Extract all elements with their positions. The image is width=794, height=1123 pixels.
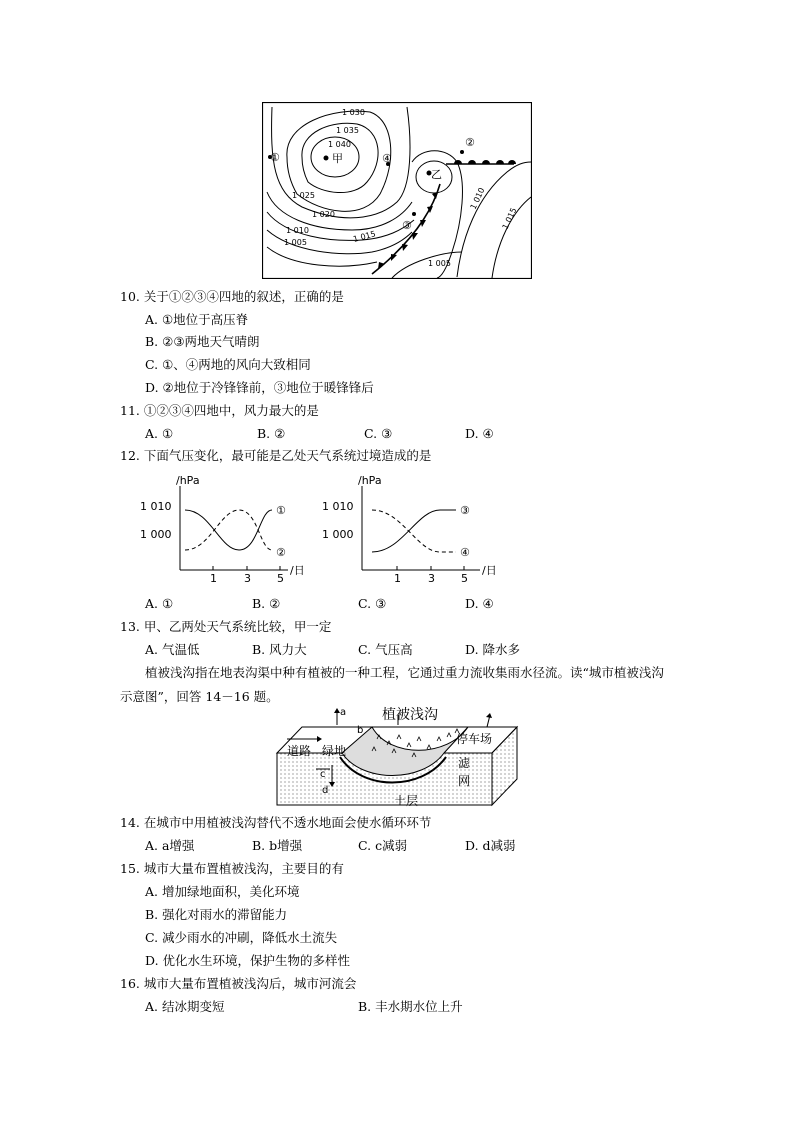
x-unit: /日	[290, 564, 305, 577]
series-label-4: ④	[460, 546, 470, 559]
q11-option-b[interactable]: B. ②	[257, 426, 286, 441]
x-tick: 1	[210, 572, 217, 585]
q16-option-b[interactable]: B. 丰水期水位上升	[358, 999, 463, 1014]
isobar-label: 1 035	[336, 126, 359, 135]
q10-stem: 10. 关于①②③④四地的叙述，正确的是	[120, 289, 344, 304]
isobar-label: 1 020	[312, 210, 335, 219]
q14-option-c[interactable]: C. c减弱	[358, 838, 408, 853]
x-tick: 1	[394, 572, 401, 585]
isobar-label: 1 010	[286, 226, 309, 235]
series-line-4	[372, 510, 456, 552]
y-unit: /hPa	[176, 474, 200, 487]
x-tick: 3	[244, 572, 251, 585]
arrow-label-c: c	[320, 769, 326, 780]
isobar-label: 1 005	[284, 238, 307, 247]
q11-option-d[interactable]: D. ④	[465, 426, 494, 441]
q16-option-a[interactable]: A. 结冰期变短	[145, 999, 225, 1014]
isobar-label: 1 010	[468, 186, 487, 211]
isobar-label: 1 025	[292, 191, 315, 200]
q16-stem: 16. 城市大量布置植被浅沟后，城市河流会	[120, 976, 357, 991]
q15-stem: 15. 城市大量布置植被浅沟，主要目的有	[120, 861, 344, 876]
high-center-label: 甲	[332, 152, 343, 165]
q14-option-b[interactable]: B. b增强	[252, 838, 303, 853]
pressure-chart-left	[140, 470, 310, 585]
label-road: 道路	[287, 744, 312, 758]
arrow-label-b: b	[357, 725, 364, 736]
label-filter-2: 网	[458, 774, 471, 788]
series-label-2: ②	[276, 546, 286, 559]
x-tick: 5	[461, 572, 468, 585]
q15-option-b[interactable]: B. 强化对雨水的滞留能力	[145, 907, 288, 922]
q10-option-c[interactable]: C. ①、④两地的风向大致相同	[145, 357, 311, 372]
q13-stem: 13. 甲、乙两处天气系统比较，甲一定	[120, 619, 332, 634]
series-label-3: ③	[460, 504, 470, 517]
q15-option-a[interactable]: A. 增加绿地面积，美化环境	[145, 884, 300, 899]
isobar-label: 1 030	[342, 108, 365, 117]
isobar-label: 1 040	[328, 140, 351, 149]
low-center-label: 乙	[431, 168, 442, 181]
q13-option-c[interactable]: C. 气压高	[358, 642, 413, 657]
label-parking: 停车场	[456, 732, 493, 746]
label-soil: 土层	[394, 794, 419, 808]
q15-option-d[interactable]: D. 优化水生环境，保护生物的多样性	[145, 953, 351, 968]
x-tick: 5	[277, 572, 284, 585]
label-greenbelt: 绿地	[322, 744, 347, 758]
q12-option-b[interactable]: B. ②	[252, 596, 281, 611]
point-2-label: ②	[465, 136, 475, 149]
series-line-3	[372, 510, 456, 552]
y-unit: /hPa	[358, 474, 382, 487]
q10-option-d[interactable]: D. ②地位于冷锋锋前，③地位于暖锋锋后	[145, 380, 374, 395]
q12-option-d[interactable]: D. ④	[465, 596, 494, 611]
q12-stem: 12. 下面气压变化，最可能是乙处天气系统过境造成的是	[120, 448, 432, 463]
q12-option-c[interactable]: C. ③	[358, 596, 387, 611]
swale-diagram	[272, 705, 522, 810]
point-1-label: ①	[270, 151, 280, 164]
x-tick: 3	[428, 572, 435, 585]
point-4-label: ④	[382, 152, 392, 165]
q14-option-d[interactable]: D. d减弱	[465, 838, 516, 853]
isobar-label: 1 015	[352, 229, 377, 244]
series-line-2	[185, 510, 272, 550]
intro-line-1: 植被浅沟指在地表沟渠中种有植被的一种工程，它通过重力流收集雨水径流。读“城市植被浅沟	[145, 665, 664, 680]
q11-option-c[interactable]: C. ③	[364, 426, 393, 441]
y-tick: 1 010	[322, 500, 354, 513]
label-filter-1: 滤	[458, 756, 471, 770]
arrow-label-d: d	[322, 785, 329, 796]
q13-option-b[interactable]: B. 风力大	[252, 642, 307, 657]
y-tick: 1 000	[140, 528, 172, 541]
weather-map	[262, 102, 532, 279]
q10-option-a[interactable]: A. ①地位于高压脊	[145, 312, 249, 327]
isobar-label: 1 015	[500, 206, 519, 231]
q15-option-c[interactable]: C. 减少雨水的冲刷，降低水土流失	[145, 930, 338, 945]
q11-option-a[interactable]: A. ①	[145, 426, 174, 441]
q11-stem: 11. ①②③④四地中，风力最大的是	[120, 403, 319, 418]
q10-option-b[interactable]: B. ②③两地天气晴朗	[145, 334, 260, 349]
x-unit: /日	[482, 564, 497, 577]
y-tick: 1 000	[322, 528, 354, 541]
point-3-label: ③	[402, 219, 412, 232]
series-line-1	[185, 510, 272, 550]
q14-stem: 14. 在城市中用植被浅沟替代不透水地面会使水循环环节	[120, 815, 432, 830]
series-label-1: ①	[276, 504, 286, 517]
q12-option-a[interactable]: A. ①	[145, 596, 174, 611]
isobar-label: 1 005	[428, 259, 451, 268]
pressure-chart-right	[322, 470, 512, 585]
q13-option-a[interactable]: A. 气温低	[145, 642, 200, 657]
intro-line-2: 示意图”，回答 14－16 题。	[120, 689, 279, 704]
q14-option-a[interactable]: A. a增强	[145, 838, 195, 853]
y-tick: 1 010	[140, 500, 172, 513]
arrow-label-a: a	[340, 707, 347, 718]
q13-option-d[interactable]: D. 降水多	[465, 642, 521, 657]
swale-title: 植被浅沟	[382, 707, 438, 723]
